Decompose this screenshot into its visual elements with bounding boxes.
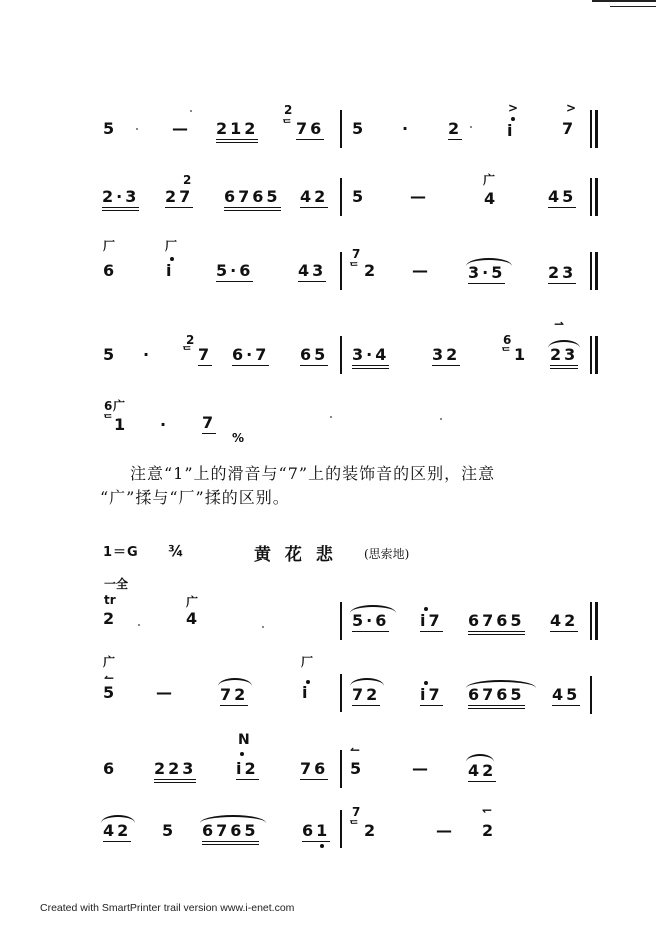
scan-speck xyxy=(190,110,192,112)
note-group: 6·7 xyxy=(232,345,270,364)
note: 2 xyxy=(482,821,497,840)
end-bar xyxy=(590,110,592,148)
ornament-2: 2 xyxy=(186,333,195,347)
note: 2 xyxy=(364,821,379,840)
note: 2 xyxy=(448,119,463,138)
scan-speck xyxy=(470,126,472,128)
note: i xyxy=(166,261,175,280)
note-group: 5·6 xyxy=(216,261,254,280)
note-group: 42 xyxy=(550,611,579,630)
dot-mark: · xyxy=(143,345,153,364)
note: 5 xyxy=(103,119,118,138)
note: 5 xyxy=(352,187,367,206)
ornament-hook: ᄃ xyxy=(500,346,512,360)
end-bar xyxy=(590,178,592,216)
note-group: 76 xyxy=(300,759,329,778)
note-group: 6765 xyxy=(468,612,525,635)
note-group: 65 xyxy=(300,345,329,364)
note: i xyxy=(507,121,516,140)
note-group: 45 xyxy=(552,685,581,704)
note-group: i7 xyxy=(420,611,443,630)
note: 1 xyxy=(114,415,129,434)
note: i xyxy=(302,683,311,702)
note: 1 xyxy=(514,345,529,364)
arrow-mark: ↽ xyxy=(482,803,493,817)
scan-speck xyxy=(262,626,264,628)
note-group: 42 xyxy=(468,761,497,780)
gu-mark: 广 xyxy=(113,399,126,413)
note-group: 3·5 xyxy=(468,263,506,282)
note-group: 42 xyxy=(103,821,132,840)
piece-title: 黄 花 悲 xyxy=(254,545,337,565)
arrow-mark: ↼ xyxy=(350,743,361,757)
bar-line xyxy=(340,252,342,290)
ornament-2: 2 xyxy=(183,173,192,187)
scan-speck xyxy=(136,128,138,130)
accent-mark: > xyxy=(566,101,577,115)
note-group: 43 xyxy=(298,261,327,280)
note: 5 xyxy=(103,683,118,702)
note: 2 xyxy=(103,609,118,628)
dash: — xyxy=(412,759,431,778)
bar-line xyxy=(340,336,342,374)
note-group: 6765 xyxy=(202,822,259,845)
arrow-mark: ↼ xyxy=(104,671,115,685)
ornament-hook: ᄃ xyxy=(102,413,114,427)
note: 7 xyxy=(202,413,217,432)
note-group: 23 xyxy=(548,263,577,282)
ornament-6: 6 xyxy=(503,333,512,347)
ornament-2: 2 xyxy=(284,103,293,117)
note-line-2: “广”揉与“厂”揉的区别。 xyxy=(100,488,290,507)
gu-mark: 广 xyxy=(186,595,199,609)
note-group: 72 xyxy=(352,685,381,704)
chang-mark: 厂 xyxy=(103,239,116,253)
ornament-6: 6 xyxy=(104,399,113,413)
n-mark: N xyxy=(238,732,250,748)
bar-line xyxy=(340,110,342,148)
ornament-7: 7 xyxy=(352,247,361,261)
note: 6 xyxy=(103,261,118,280)
note-group: 61 xyxy=(302,821,331,840)
note-group: 6765 xyxy=(224,188,281,211)
low-dot xyxy=(320,844,324,848)
footer-watermark: Created with SmartPrinter trail version www.i-enet.com xyxy=(40,902,295,914)
arrow-mark: ⇀ xyxy=(554,317,565,331)
ornament-hook: ᄃ xyxy=(181,345,193,359)
note-group: 42 xyxy=(300,187,329,206)
note-group: 6765 xyxy=(468,686,525,709)
trill-mark: tr xyxy=(104,593,116,607)
note-group: 76 xyxy=(296,119,325,138)
note: 7 xyxy=(562,119,577,138)
time-signature: ¾ xyxy=(168,542,187,560)
note: 2 xyxy=(364,261,379,280)
dash: — xyxy=(410,187,429,206)
dot-mark: · xyxy=(402,119,412,138)
note-group: i2 xyxy=(236,759,259,778)
key-signature: 1＝G xyxy=(103,545,139,560)
bar-line xyxy=(340,810,342,848)
piece-subtitle: (思索地) xyxy=(364,547,410,561)
end-bar xyxy=(590,336,592,374)
note-group: 32 xyxy=(432,345,461,364)
chang-mark: 厂 xyxy=(165,239,178,253)
ornament-7: 7 xyxy=(352,805,361,819)
scan-speck xyxy=(330,416,332,418)
note-group: 3·4 xyxy=(352,346,389,369)
ornament-hook: ᄃ xyxy=(281,118,293,132)
accent-mark: > xyxy=(508,101,519,115)
high-dot xyxy=(240,752,244,756)
page-edge-top xyxy=(592,0,656,2)
note-line-1: 注意“1”上的滑音与“7”上的装饰音的区别，注意 xyxy=(130,464,496,483)
repeat-sign: % xyxy=(232,431,245,445)
ornament-hook: ᄃ xyxy=(348,819,360,833)
note: 5 xyxy=(103,345,118,364)
dash: — xyxy=(172,119,191,138)
note: 6 xyxy=(103,759,118,778)
bar-line xyxy=(340,750,342,788)
end-bar xyxy=(590,252,592,290)
note: 4 xyxy=(484,189,499,208)
chang-mark: 厂 xyxy=(301,655,314,669)
note-group: 5·6 xyxy=(352,611,390,630)
bar-line xyxy=(340,178,342,216)
gu-mark: 广 xyxy=(103,655,116,669)
bar-line xyxy=(340,674,342,712)
note-group: 72 xyxy=(220,685,249,704)
note-group: 212 xyxy=(216,120,258,143)
page-edge-top-2 xyxy=(610,6,656,7)
note-group: 23 xyxy=(550,346,578,369)
note-group: i7 xyxy=(420,685,443,704)
dash: — xyxy=(436,821,455,840)
note-group: 45 xyxy=(548,187,577,206)
note: 4 xyxy=(186,609,201,628)
dash: — xyxy=(412,261,431,280)
note-group: 27 xyxy=(165,187,194,206)
dot-mark: · xyxy=(160,415,170,434)
end-bar xyxy=(590,602,592,640)
dash: — xyxy=(156,683,175,702)
ornament-hook: ᄃ xyxy=(348,261,360,275)
bar-line xyxy=(590,676,592,714)
trill-line: 一全 xyxy=(104,577,129,591)
bar-line xyxy=(340,602,342,640)
gu-mark: 广 xyxy=(483,173,496,187)
scan-speck xyxy=(138,624,140,626)
scan-speck xyxy=(440,418,442,420)
note-group: 2·3 xyxy=(102,188,139,211)
note: 5 xyxy=(162,821,177,840)
note: 7 xyxy=(198,345,213,364)
note: 5 xyxy=(352,119,367,138)
note-group: 223 xyxy=(154,760,196,783)
note: 5 xyxy=(350,759,365,778)
